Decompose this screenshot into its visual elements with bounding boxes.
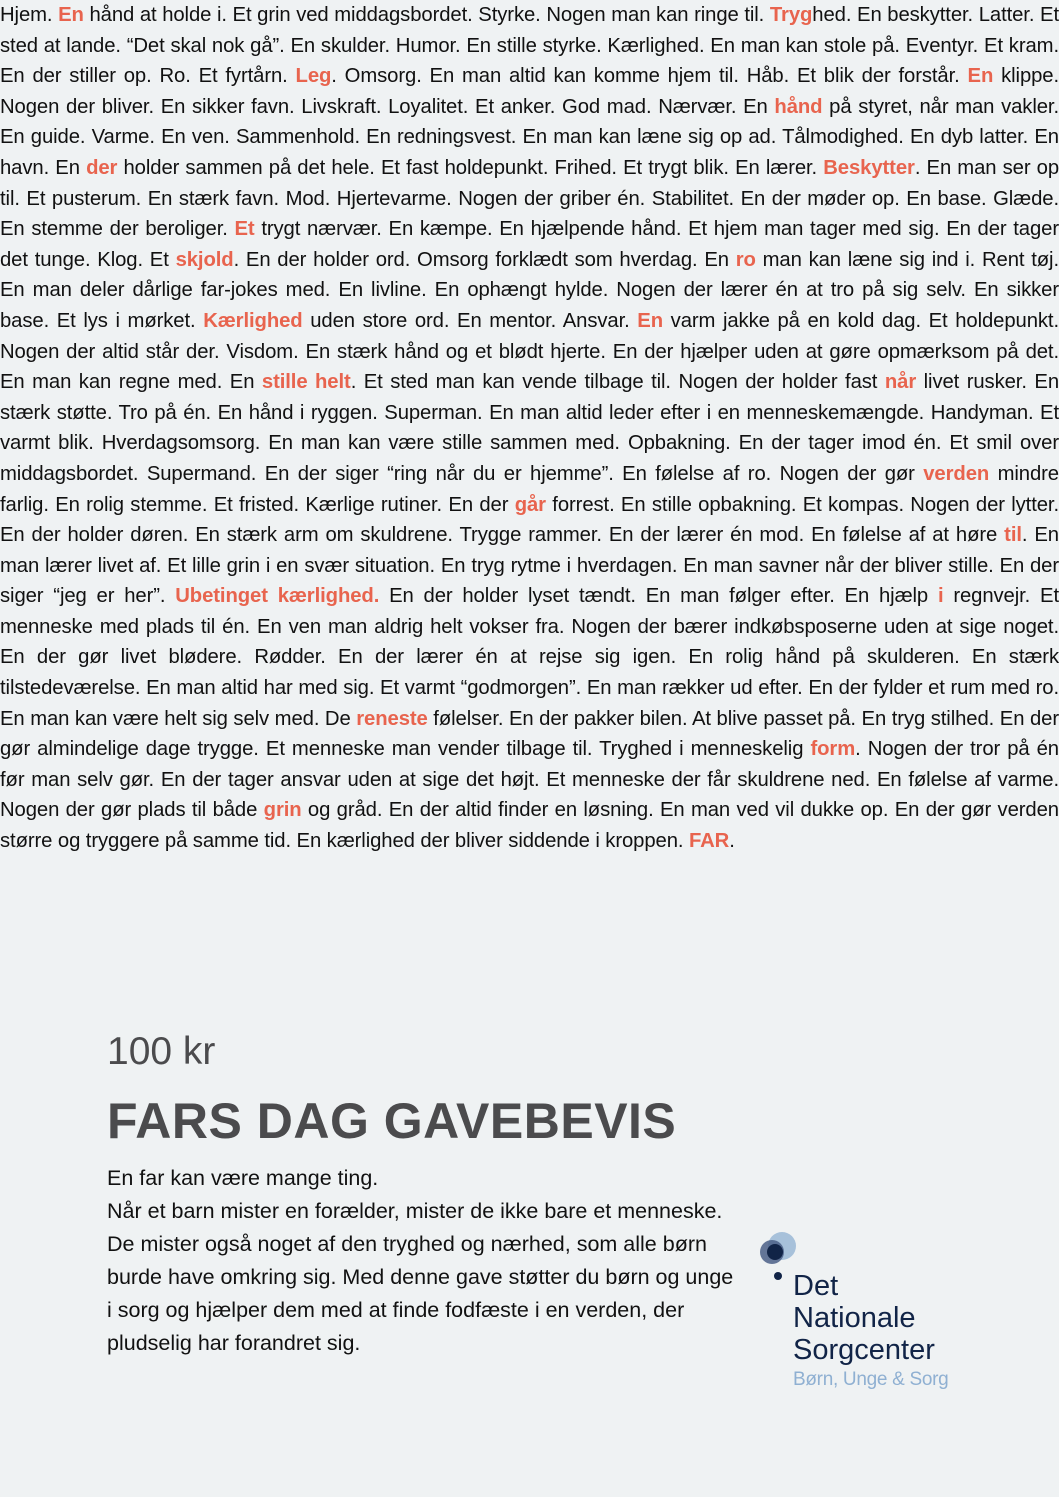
highlight-word: form	[810, 738, 856, 761]
highlight-word: Beskytter	[823, 156, 915, 179]
highlight-word: Kærlighed	[203, 309, 303, 332]
wall-text: mindre farlig. En rolig stemme. Et fristed. Kærlige rutiner. En der	[0, 462, 1059, 516]
highlight-word: Leg	[295, 65, 332, 88]
highlight-word: hånd	[774, 95, 823, 118]
wall-text: på styret, når man vakler. En guide. Varme. En ven. Sammenhold. En redningsvest. En man kan læne sig op ad. Tålmodighed. En dyb latter. En havn. En	[0, 95, 1059, 179]
sorgcenter-logo	[758, 1230, 978, 1400]
voucher-price: 100 kr	[107, 1030, 216, 1073]
logo-wordmark	[793, 1270, 935, 1366]
logo-line-3: Sorgcenter	[793, 1334, 935, 1366]
wall-text: og gråd. En der altid finder en løsning. En man ved vil dukke op. En der gør verden større og tryggere på samme tid. En kærlighed der bliver siddende i kroppen.	[0, 799, 1059, 853]
highlight-word: Tryg	[769, 4, 813, 26]
highlight-word: En	[637, 309, 664, 332]
highlight-word: skjold	[175, 248, 234, 271]
logo-tagline: Børn, Unge & Sorg	[793, 1369, 949, 1390]
highlight-word: En	[967, 65, 994, 88]
wall-text: følelser. En der pakker bilen. At blive passet på. En tryg stilhed. En der gør almindelige dage trygge. Et menneske man vender tilbage til. Tryghed i menneskelig	[0, 707, 1059, 761]
wall-text: holder sammen på det hele. Et fast holdepunkt. Frihed. Et trygt blik. En lærer.	[117, 156, 824, 179]
wall-text: livet rusker. En stærk støtte. Tro på én. En hånd i ryggen. Superman. En man altid leder efter i en menneskemængde. Handyman. Et varmt blik. Hverdagsomsorg. En man kan være stille sammen med. Opbakning. En der tager imod én. Et smil over middagsbordet. Supermand. En der siger “ring når du er hjemme”. En følelse af ro. Nogen der gør	[0, 371, 1059, 485]
highlight-word: FAR	[688, 830, 730, 853]
voucher-description: Når et barn mister en forælder, mister de ikke bare et menneske. De mister også noget af den tryghed og nærhed, som alle børn burde have omkring sig. Med denne gave støtter du børn og unge i sorg og hjælper dem med at finde fodfæste i en verden, der pludselig har forandret sig.	[107, 1199, 734, 1355]
wall-text: . Et sted man kan vende tilbage til. Nogen der holder fast	[350, 371, 885, 394]
wall-text: man kan læne sig ind i. Rent tøj. En man deler dårlige far-jokes med. En livline. En ophængt hylde. Nogen der lærer én at tro på sig selv. En sikker base. Et lys i mørket.	[0, 248, 1059, 332]
highlight-word: Ubetinget kærlighed.	[175, 585, 380, 608]
highlight-word: ro	[735, 248, 756, 271]
highlight-word: i	[937, 585, 944, 608]
voucher-intro: En far kan være mange ting.	[107, 1166, 379, 1190]
wall-text: .	[729, 830, 735, 853]
highlight-word: går	[514, 493, 546, 516]
highlight-word: når	[884, 371, 917, 394]
wall-text: klippe. Nogen der bliver. En sikker favn. Livskraft. Loyalitet. Et anker. God mad. Nærvær. En	[0, 65, 1059, 118]
wall-text: hed. En beskytter. Latter. Et sted at lande. “Det skal nok gå”. En skulder. Humor. En stille styrke. Kærlighed. En man kan stole på. Eventyr. Et kram. En der stiller op. Ro. Et fyrtårn.	[0, 4, 1059, 88]
highlight-word: der	[86, 156, 118, 179]
wall-text: . En man ser op til. Et pusterum. En stærk favn. Mod. Hjertevarme. Nogen der griber én. Stabilitet. En der møder op. En base. Glæde. En stemme der beroliger.	[0, 156, 1059, 241]
wall-text: En der holder lyset tændt. En man følger efter. En hjælp	[379, 585, 938, 608]
wall-text: . Nogen der tror på én før man selv gør. En der tager ansvar uden at sige det højt. Et menneske der får skuldrene ned. En følelse af varme. Nogen der gør plads til både	[0, 738, 1059, 822]
wall-text: . Omsorg. En man altid kan komme hjem til. Håb. Et blik der forstår.	[331, 65, 968, 88]
wall-text: hånd at holde i. Et grin ved middagsbordet. Styrke. Nogen man kan ringe til.	[83, 4, 770, 26]
highlight-word: reneste	[356, 707, 428, 730]
voucher-body	[107, 1162, 737, 1360]
highlight-word: Et	[234, 218, 255, 241]
highlight-word: verden	[923, 462, 990, 485]
wall-text: Hjem.	[0, 4, 59, 26]
wall-text: trygt nærvær. En kæmpe. En hjælpende hånd. Et hjem man tager med sig. En der tager det tunge. Klog. Et	[0, 218, 1059, 271]
highlight-word: En	[58, 4, 84, 26]
wall-text: uden store ord. En mentor. Ansvar.	[302, 309, 638, 332]
logo-line-1: Det	[793, 1270, 839, 1302]
highlight-word: grin	[263, 799, 302, 822]
wall-text: . En der holder ord. Omsorg forklædt som hverdag. En	[233, 248, 736, 271]
wall-text: regnvejr. Et menneske med plads til én. En ven man aldrig helt vokser fra. Nogen der bærer indkøbsposerne uden at sige noget. En der gør livet blødere. Rødder. En der lærer én at rejse sig igen. En rolig hånd på skulderen. En stærk tilstedeværelse. En man altid har med sig. Et varmt “godmorgen”. En man rækker ud efter. En der fylder et rum med ro. En man kan være helt sig selv med. De	[0, 585, 1059, 730]
highlight-word: stille helt	[261, 371, 351, 394]
voucher-title: FARS DAG GAVEBEVIS	[107, 1093, 677, 1149]
wall-text: varm jakke på en kold dag. Et holdepunkt. Nogen der altid står der. Visdom. En stærk hånd og et blødt hjerte. En der hjælper uden at gøre opmærksom på det. En man kan regne med. En	[0, 309, 1059, 394]
highlight-word: til	[1004, 524, 1022, 547]
logo-line-2: Nationale	[793, 1302, 916, 1334]
wall-text: . En man lærer livet af. Et lille grin i en svær situation. En tryg rytme i hverdagen. En man savner når der bliver stille. En der siger “jeg er her”.	[0, 524, 1059, 608]
wall-text: forrest. En stille opbakning. Et kompas. Nogen der lytter. En der holder døren. En stærk arm om skuldrene. Trygge rammer. En der lærer én mod. En følelse af at høre	[0, 493, 1059, 547]
